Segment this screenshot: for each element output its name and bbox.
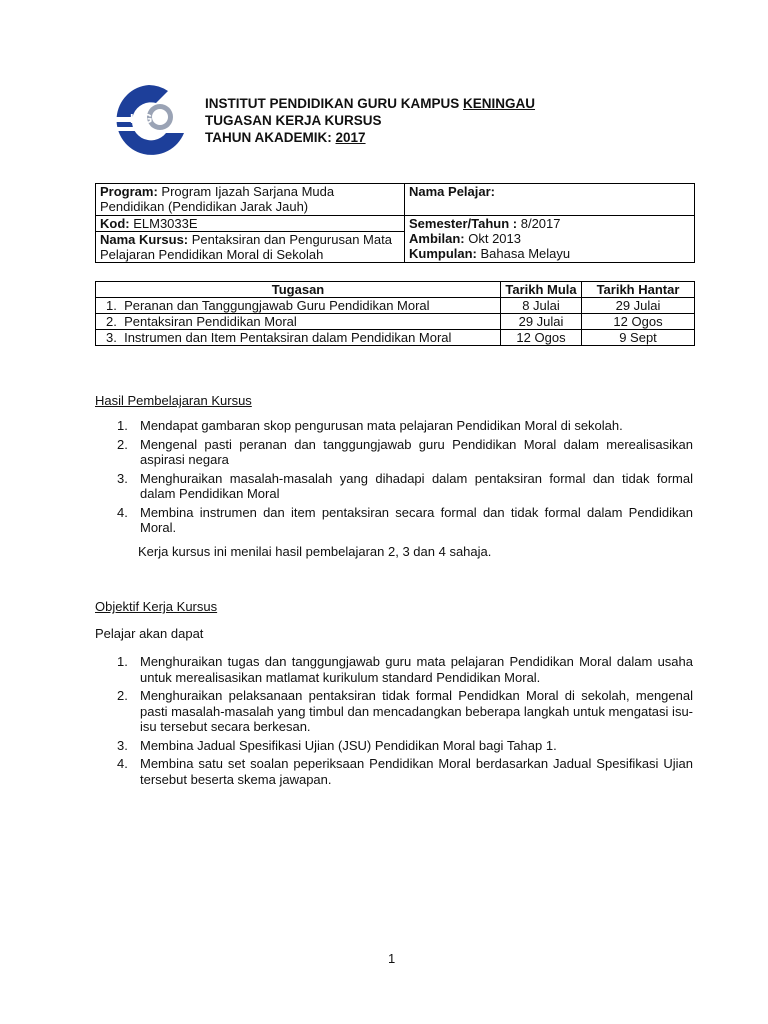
header-institute: INSTITUT PENDIDIKAN GURU KAMPUS: [205, 96, 464, 111]
header-title: TUGASAN KERJA KURSUS: [205, 113, 382, 128]
table-row: 3. Instrumen dan Item Pentaksiran dalam Pendidikan Moral 12 Ogos 9 Sept: [96, 330, 695, 346]
header-campus: KENINGAU: [463, 96, 536, 111]
list-item: 2. Mengenal pasti peranan dan tanggungjawab guru Pendidikan Moral dalam merealisasikan aspirasi negara: [117, 436, 693, 467]
page-number: 1: [388, 951, 396, 966]
kod-cell: Kod: ELM3033E: [96, 216, 405, 232]
semester-cell: Semester/Tahun : 8/2017 Ambilan: Okt 2013 Kumpulan: Bahasa Melayu: [405, 216, 695, 263]
table-row: 1. Peranan dan Tanggungjawab Guru Pendidikan Moral 8 Julai 29 Julai: [96, 298, 695, 314]
header-tarikh-mula: Tarikh Mula: [501, 282, 582, 298]
document-header: [205, 95, 535, 146]
list-item: 3. Membina Jadual Spesifikasi Ujian (JSU) Pendidikan Moral bagi Tahap 1.: [117, 737, 557, 753]
header-tugasan: Tugasan: [96, 282, 501, 298]
objektif-list: [117, 654, 693, 790]
logo-text: IPG: [130, 111, 153, 126]
nama-kursus-cell: Nama Kursus: Pentaksiran dan Pengurusan Mata Pelajaran Pendidikan Moral di Sekolah: [96, 232, 405, 263]
table-row: 2. Pentaksiran Pendidikan Moral 29 Julai 12 Ogos: [96, 314, 695, 330]
list-item: 3. Menghuraikan masalah-masalah yang dihadapi dalam pentaksiran formal dan tidak formal dalam Pendidikan Moral: [117, 470, 693, 501]
program-cell: Program: Program Ijazah Sarjana Muda Pendidikan (Pendidikan Jarak Jauh): [96, 184, 405, 216]
header-tarikh-hantar: Tarikh Hantar: [582, 282, 695, 298]
objektif-title: Objektif Kerja Kursus: [95, 599, 218, 614]
tasks-table: [95, 281, 695, 346]
ipg-logo: [108, 83, 190, 157]
hasil-list: [117, 418, 693, 539]
header-year: 2017: [335, 130, 366, 145]
header-year-label: TAHUN AKADEMIK:: [205, 130, 336, 145]
list-item: 4. Membina satu set soalan peperiksaan Pendidikan Moral berdasarkan Jadual Spesifikasi Ujian tersebut beserta skema jawapan.: [117, 756, 693, 787]
list-item: 4. Membina instrumen dan item pentaksiran secara formal dan tidak formal dalam Pendidikan Moral.: [117, 504, 693, 535]
list-item: 1. Mendapat gambaran skop pengurusan mata pelajaran Pendidikan Moral di sekolah.: [117, 418, 623, 433]
objektif-intro: Pelajar akan dapat: [95, 626, 204, 641]
hasil-note: Kerja kursus ini menilai hasil pembelajaran 2, 3 dan 4 sahaja.: [138, 544, 492, 559]
course-info-table: [95, 183, 695, 263]
list-item: 1. Menghuraikan tugas dan tanggungjawab guru mata pelajaran Pendidikan Moral dalam usaha untuk merealisasikan matlamat kurikulum standard Pendidikan Moral.: [117, 654, 693, 685]
nama-pelajar-cell: Nama Pelajar:: [405, 184, 695, 216]
hasil-title: Hasil Pembelajaran Kursus: [95, 393, 252, 408]
list-item: 2. Menghuraikan pelaksanaan pentaksiran tidak formal Pendidkan Moral di sekolah, mengenal pasti masalah-masalah yang timbul dan mencadangkan beberapa langkah untuk mengatasi isu-isu tersebut secara berkesan.: [117, 688, 693, 734]
